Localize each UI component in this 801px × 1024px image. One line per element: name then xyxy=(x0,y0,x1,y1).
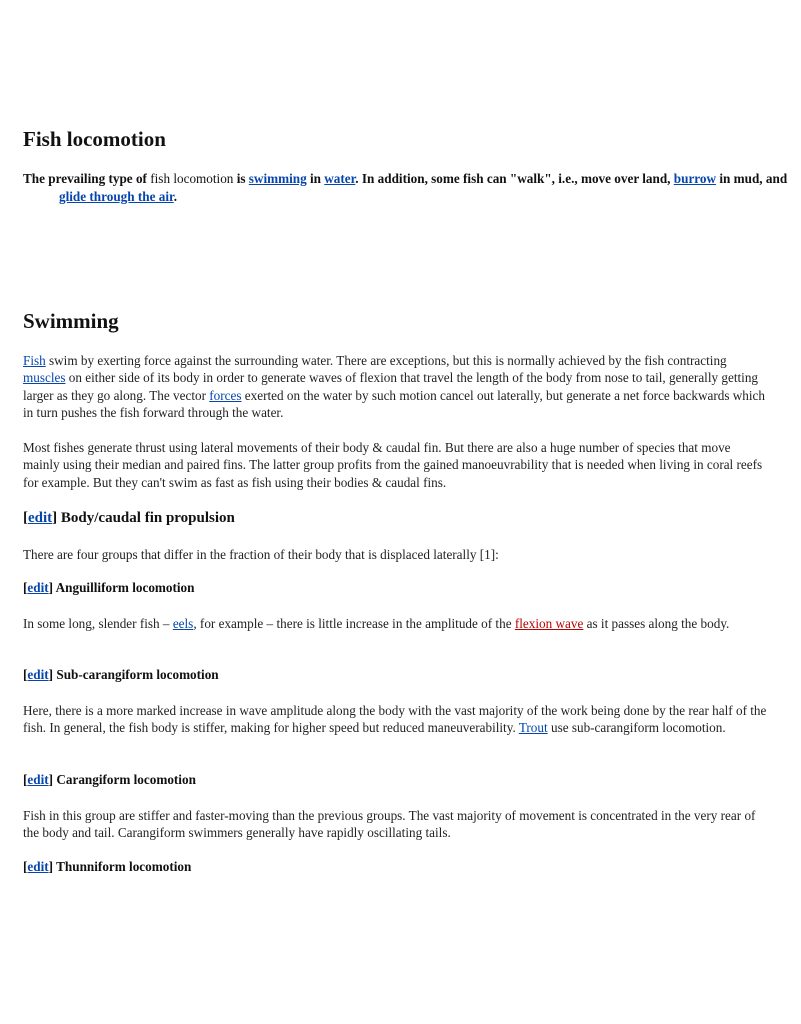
section-heading-carangiform: [edit] Carangiform locomotion xyxy=(23,772,196,787)
edit-link-body-caudal[interactable]: edit xyxy=(28,510,53,526)
link-water[interactable]: water xyxy=(324,171,356,186)
section-heading-anguilliform: [edit] Anguilliform locomotion xyxy=(23,580,195,595)
carangiform-paragraph: Fish in this group are stiffer and faster-moving than the previous groups. The vast majority of movement is concentrated in the very rear of the body and tail. Carangiform swimmers generally have rapidly oscillating tails. xyxy=(23,808,756,841)
body-caudal-paragraph: There are four groups that differ in the fraction of their body that is displaced laterally [1]: xyxy=(23,547,499,562)
swimming-paragraph-1: Fish swim by exerting force against the surrounding water. There are exceptions, but this is normally achieved by the fish contracting muscles on either side of its body in order to generate waves of flexion that travel the length of the body from nose to tail, generally getting larger as they go along. The vector forces exerted on the water by such motion cancel out laterally, but generate a net force backwards which in turn pushes the fish forward through the water. xyxy=(23,353,765,421)
anguilliform-paragraph: In some long, slender fish – eels, for example – there is little increase in the amplitude of the flexion wave as it passes along the body. xyxy=(23,616,730,631)
edit-link-carangiform[interactable]: edit xyxy=(27,772,49,787)
link-flexion-wave[interactable]: flexion wave xyxy=(514,616,584,631)
link-swimming[interactable]: swimming xyxy=(248,171,307,186)
edit-link-anguilliform[interactable]: edit xyxy=(27,580,49,595)
link-muscles[interactable]: muscles xyxy=(23,370,66,386)
swimming-paragraph-2: Most fishes generate thrust using lateral movements of their body & caudal fin. But there are also a huge number of species that move mainly using their median and paired fins. The latter group profits from the gained manoeuvrability that is needed when living in coral reefs for example. But they can't swim as fast as fish using their bodies & caudal fins. xyxy=(23,440,763,490)
link-glide-through-the-air[interactable]: glide through the air xyxy=(59,188,174,204)
link-forces[interactable]: forces xyxy=(209,387,242,403)
sub-carangiform-paragraph: Here, there is a more marked increase in wave amplitude along the body with the vast majority of the work being done by the rear half of the fish. In general, the fish body is stiffer, making for higher speed but reduced maneuverability. Trout use sub-carangiform locomotion. xyxy=(23,703,767,736)
section-heading-sub-carangiform: [edit] Sub-carangiform locomotion xyxy=(23,667,219,682)
page-title: Fish locomotion xyxy=(23,127,166,151)
section-heading-thunniform: [edit] Thunniform locomotion xyxy=(23,859,192,874)
edit-link-sub-carangiform[interactable]: edit xyxy=(27,667,49,682)
section-heading-body-caudal: [edit] Body/caudal fin propulsion xyxy=(23,510,235,526)
link-fish[interactable]: Fish xyxy=(23,353,46,368)
link-trout[interactable]: Trout xyxy=(518,720,548,736)
lead-paragraph: The prevailing type of fish locomotion is swimming in water. In addition, some fish can "walk", i.e., move over land, burrow in mud, and glide through the air. xyxy=(23,171,788,204)
link-eels[interactable]: eels xyxy=(172,616,194,631)
link-burrow[interactable]: burrow xyxy=(673,171,717,186)
section-heading-swimming: Swimming xyxy=(23,309,119,333)
edit-link-thunniform[interactable]: edit xyxy=(27,859,49,874)
